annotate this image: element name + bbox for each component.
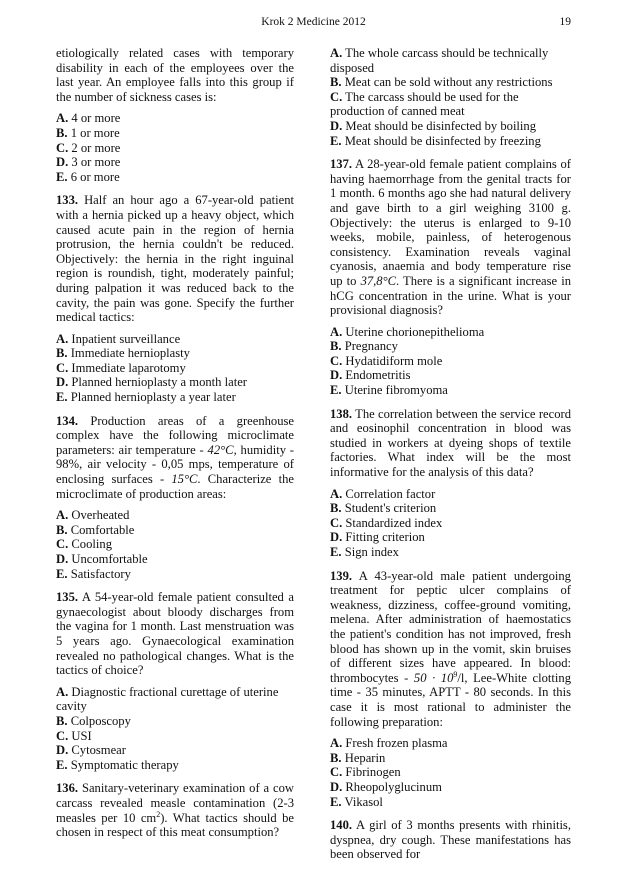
option-letter: E. bbox=[330, 794, 342, 809]
option-text: Cooling bbox=[71, 537, 112, 552]
question-text: A girl of 3 months presents with rhinitis, dyspnea, dry cough. These manifestations has been observed for bbox=[330, 818, 571, 862]
option-letter: B. bbox=[330, 339, 342, 354]
option-letter: B. bbox=[56, 522, 68, 537]
option-text: Uterine chorionepithelioma bbox=[345, 324, 485, 339]
option-text: 1 or more bbox=[70, 125, 120, 140]
option-letter: A. bbox=[56, 684, 69, 699]
question-text: ). What tactics should be chosen in respect of this meat consumption? bbox=[56, 810, 294, 840]
question-139-options bbox=[330, 736, 571, 809]
option-letter: D. bbox=[330, 368, 343, 383]
option-text: Vikasol bbox=[344, 794, 383, 809]
option-text: Fresh frozen plasma bbox=[345, 736, 448, 751]
answer-option bbox=[330, 765, 571, 780]
answer-option bbox=[330, 383, 571, 398]
option-text: Overheated bbox=[71, 508, 130, 523]
question-number: 135. bbox=[56, 590, 79, 605]
answer-option bbox=[56, 729, 294, 744]
left-column bbox=[56, 46, 294, 847]
option-text: Sign index bbox=[344, 545, 399, 559]
answer-option bbox=[330, 75, 571, 90]
answer-option bbox=[56, 508, 294, 523]
option-letter: A. bbox=[56, 331, 69, 346]
answer-option bbox=[330, 487, 571, 502]
option-text: Symptomatic therapy bbox=[70, 757, 179, 772]
temperature-value: 42°C bbox=[207, 442, 234, 457]
option-text: Comfortable bbox=[70, 522, 135, 537]
option-letter: C. bbox=[330, 515, 343, 530]
option-letter: A. bbox=[56, 111, 69, 126]
option-text: Pregnancy bbox=[344, 339, 398, 354]
answer-option bbox=[330, 795, 571, 810]
option-text: USI bbox=[71, 728, 92, 743]
option-text: The carcass should be used for the production of canned meat bbox=[330, 89, 519, 119]
answer-option bbox=[330, 90, 571, 119]
option-text: Standardized index bbox=[345, 515, 443, 530]
option-text: Cytosmear bbox=[71, 743, 126, 758]
option-text: Immediate laparotomy bbox=[71, 360, 186, 375]
answer-option bbox=[56, 375, 294, 390]
option-letter: B. bbox=[330, 501, 342, 516]
answer-option bbox=[56, 537, 294, 552]
answer-option bbox=[56, 552, 294, 567]
question-text: . There is a significant increase in hCG concentration in the urine. What is your provisional diagnosis? bbox=[330, 273, 572, 318]
option-text: Uncomfortable bbox=[71, 552, 148, 566]
option-letter: A. bbox=[56, 508, 69, 523]
option-text: Diagnostic fractional curettage of uterine cavity bbox=[56, 684, 279, 714]
option-letter: E. bbox=[330, 133, 342, 148]
option-letter: C. bbox=[56, 537, 69, 552]
option-text: Meat should be disinfected by boiling bbox=[345, 118, 537, 133]
answer-option bbox=[330, 545, 571, 560]
option-text: Hydatidiform mole bbox=[345, 353, 443, 368]
question-134 bbox=[56, 414, 294, 502]
option-text: 6 or more bbox=[70, 169, 120, 184]
option-letter: C. bbox=[330, 765, 343, 780]
option-letter: B. bbox=[330, 75, 342, 90]
option-text: Uterine fibromyoma bbox=[344, 383, 448, 398]
option-text: Fitting criterion bbox=[345, 530, 425, 545]
answer-option bbox=[56, 126, 294, 141]
answer-option bbox=[56, 567, 294, 582]
option-letter: A. bbox=[330, 46, 343, 60]
question-139 bbox=[330, 569, 571, 730]
question-text: A 28-year-old female patient complains of having haemorrhage from the genital tracts for 1 month. 6 months ago she had natural delivery and gave birth to a girl weighing 3100 g. Objectively: the uterus is enlarged to 9-10 weeks, mobile, painless, of heterogenous consistency. Examination reveals vaginal cyanosis, anaemia and body temperature rise up to bbox=[330, 157, 571, 288]
question-138 bbox=[330, 407, 571, 480]
answer-option bbox=[56, 390, 294, 405]
option-letter: C. bbox=[330, 353, 343, 368]
option-letter: A. bbox=[330, 736, 343, 751]
option-letter: B. bbox=[56, 125, 68, 140]
question-text: Half an hour ago a 67-year-old patient with a hernia picked up a heavy object, which caused acute pain in the region of hernia protrusion, the hernia couldn't be reduced. Objectively: the hernia in the right inguinal region is roundish, tight, moderately painful; during palpation it was reduced back to the cavity, the pain was gone. Specify the further medical tactics: bbox=[56, 193, 294, 325]
question-number: 140. bbox=[330, 818, 353, 833]
question-135 bbox=[56, 590, 294, 678]
answer-option bbox=[330, 354, 571, 369]
option-letter: D. bbox=[56, 375, 69, 390]
option-letter: D. bbox=[330, 779, 343, 794]
answer-option bbox=[56, 758, 294, 773]
question-number: 137. bbox=[330, 157, 353, 172]
question-132-options bbox=[56, 111, 294, 184]
option-text: Planned hernioplasty a year later bbox=[70, 390, 236, 405]
option-text: Correlation factor bbox=[345, 486, 436, 501]
option-letter: E. bbox=[56, 757, 68, 772]
answer-option bbox=[56, 361, 294, 376]
question-137 bbox=[330, 157, 571, 318]
option-text: Immediate hernioplasty bbox=[70, 346, 190, 361]
answer-option bbox=[56, 155, 294, 170]
question-136 bbox=[56, 781, 294, 839]
option-text: Meat can be sold without any restrictions bbox=[344, 75, 553, 90]
question-135-options bbox=[56, 685, 294, 773]
option-text: 2 or more bbox=[71, 140, 121, 155]
question-number: 133. bbox=[56, 193, 79, 208]
option-letter: D. bbox=[56, 743, 69, 758]
question-136-options bbox=[330, 46, 571, 148]
option-text: Endometritis bbox=[345, 368, 411, 383]
question-text: , humidity - 98%, air velocity - 0,05 mps, temperature of enclosing surfaces - bbox=[56, 442, 294, 487]
question-140 bbox=[330, 818, 571, 862]
option-text: Inpatient surveillance bbox=[71, 331, 181, 346]
option-letter: A. bbox=[330, 486, 343, 501]
header-title: Krok 2 Medicine 2012 bbox=[261, 16, 366, 28]
question-text: Sanitary-veterinary examination of a cow carcass revealed measle contamination (2-3 measles per 10 cm bbox=[56, 781, 294, 825]
page-header bbox=[56, 16, 571, 32]
option-letter: C. bbox=[56, 140, 69, 155]
answer-option bbox=[330, 736, 571, 751]
answer-option bbox=[330, 516, 571, 531]
option-text: The whole carcass should be technically disposed bbox=[330, 46, 549, 75]
question-text: A 43-year-old male patient undergoing treatment for peptic ulcer complains of weakness, dizziness, coffee-ground vomiting, melena. After administration of haemostatics the patient's condition has not improved, fresh blood has shown up in the vomit, skin bruises of different sizes have appeared. In blood: thrombocytes - bbox=[330, 568, 571, 685]
right-column bbox=[330, 46, 571, 869]
superscript: 9 bbox=[453, 669, 458, 679]
option-text: Heparin bbox=[344, 750, 386, 765]
option-text: Fibrinogen bbox=[345, 765, 401, 780]
answer-option bbox=[330, 325, 571, 340]
question-number: 138. bbox=[330, 406, 353, 421]
option-text: Colposcopy bbox=[70, 713, 131, 728]
question-text: /l, Lee-White clotting time - 35 minutes, APTT - 80 seconds. In this case it is most rational to administer the following preparation: bbox=[330, 670, 571, 729]
question-132-tail: etiologically related cases with temporary disability in each of the employees over the last year. An employee falls into this group if the number of sickness cases is: bbox=[56, 46, 294, 104]
math-expression: 50 · 10 bbox=[413, 670, 454, 685]
option-letter: E. bbox=[56, 566, 68, 581]
question-text: . Characterize the microclimate of production areas: bbox=[56, 472, 294, 501]
temperature-value: 37,8°C bbox=[360, 273, 397, 288]
option-letter: B. bbox=[56, 713, 68, 728]
option-letter: C. bbox=[330, 89, 343, 104]
answer-option bbox=[330, 751, 571, 766]
option-text: 4 or more bbox=[71, 111, 121, 126]
answer-option bbox=[56, 170, 294, 185]
answer-option bbox=[56, 111, 294, 126]
option-letter: C. bbox=[56, 728, 69, 743]
answer-option bbox=[56, 714, 294, 729]
question-137-options bbox=[330, 325, 571, 398]
option-text: Rheopolyglucinum bbox=[345, 779, 442, 794]
answer-option bbox=[330, 46, 571, 75]
question-text: A 54-year-old female patient consulted a gynaecologist about bloody discharges from the vagina for 1 month. Last menstruation was 5 years ago. Gynaecological examination revealed no pathological changes. What is the tactics of choice? bbox=[56, 590, 294, 678]
option-text: Planned hernioplasty a month later bbox=[71, 375, 247, 390]
answer-option bbox=[330, 501, 571, 516]
answer-option bbox=[56, 332, 294, 347]
superscript: 2 bbox=[156, 809, 161, 819]
answer-option bbox=[330, 780, 571, 795]
question-133 bbox=[56, 193, 294, 324]
option-letter: E. bbox=[330, 545, 342, 559]
question-text: The correlation between the service record and eosinophil concentration in blood was studied in workers at dyeing shops of textile factories. What index will be the most informative for the analysis of this data? bbox=[330, 406, 572, 480]
question-134-options bbox=[56, 508, 294, 581]
option-letter: C. bbox=[56, 360, 69, 375]
option-text: Satisfactory bbox=[70, 566, 131, 581]
answer-option bbox=[56, 685, 294, 714]
option-text: Meat should be disinfected by freezing bbox=[344, 133, 541, 148]
option-letter: D. bbox=[56, 552, 69, 566]
option-letter: E. bbox=[330, 383, 342, 398]
option-letter: A. bbox=[330, 324, 343, 339]
question-number: 134. bbox=[56, 413, 79, 428]
question-133-options bbox=[56, 332, 294, 405]
question-number: 136. bbox=[56, 781, 79, 796]
option-letter: B. bbox=[56, 346, 68, 361]
answer-option bbox=[330, 119, 571, 134]
question-text: Production areas of a greenhouse complex have the following microclimate parameters: air temperature - bbox=[56, 413, 294, 457]
answer-option bbox=[330, 530, 571, 545]
answer-option bbox=[56, 523, 294, 538]
question-number: 139. bbox=[330, 568, 353, 583]
answer-option bbox=[330, 134, 571, 149]
page-number: 19 bbox=[559, 16, 571, 28]
answer-option bbox=[330, 339, 571, 354]
answer-option bbox=[330, 368, 571, 383]
answer-option bbox=[56, 346, 294, 361]
answer-option bbox=[56, 141, 294, 156]
option-letter: B. bbox=[330, 750, 342, 765]
option-letter: D. bbox=[330, 118, 343, 133]
question-138-options bbox=[330, 487, 571, 560]
answer-option bbox=[56, 743, 294, 758]
option-text: Student's criterion bbox=[344, 501, 437, 516]
temperature-value: 15°C bbox=[171, 472, 198, 487]
option-text: 3 or more bbox=[71, 155, 121, 170]
option-letter: D. bbox=[330, 530, 343, 545]
option-letter: D. bbox=[56, 155, 69, 170]
option-letter: E. bbox=[56, 169, 68, 184]
option-letter: E. bbox=[56, 390, 68, 405]
